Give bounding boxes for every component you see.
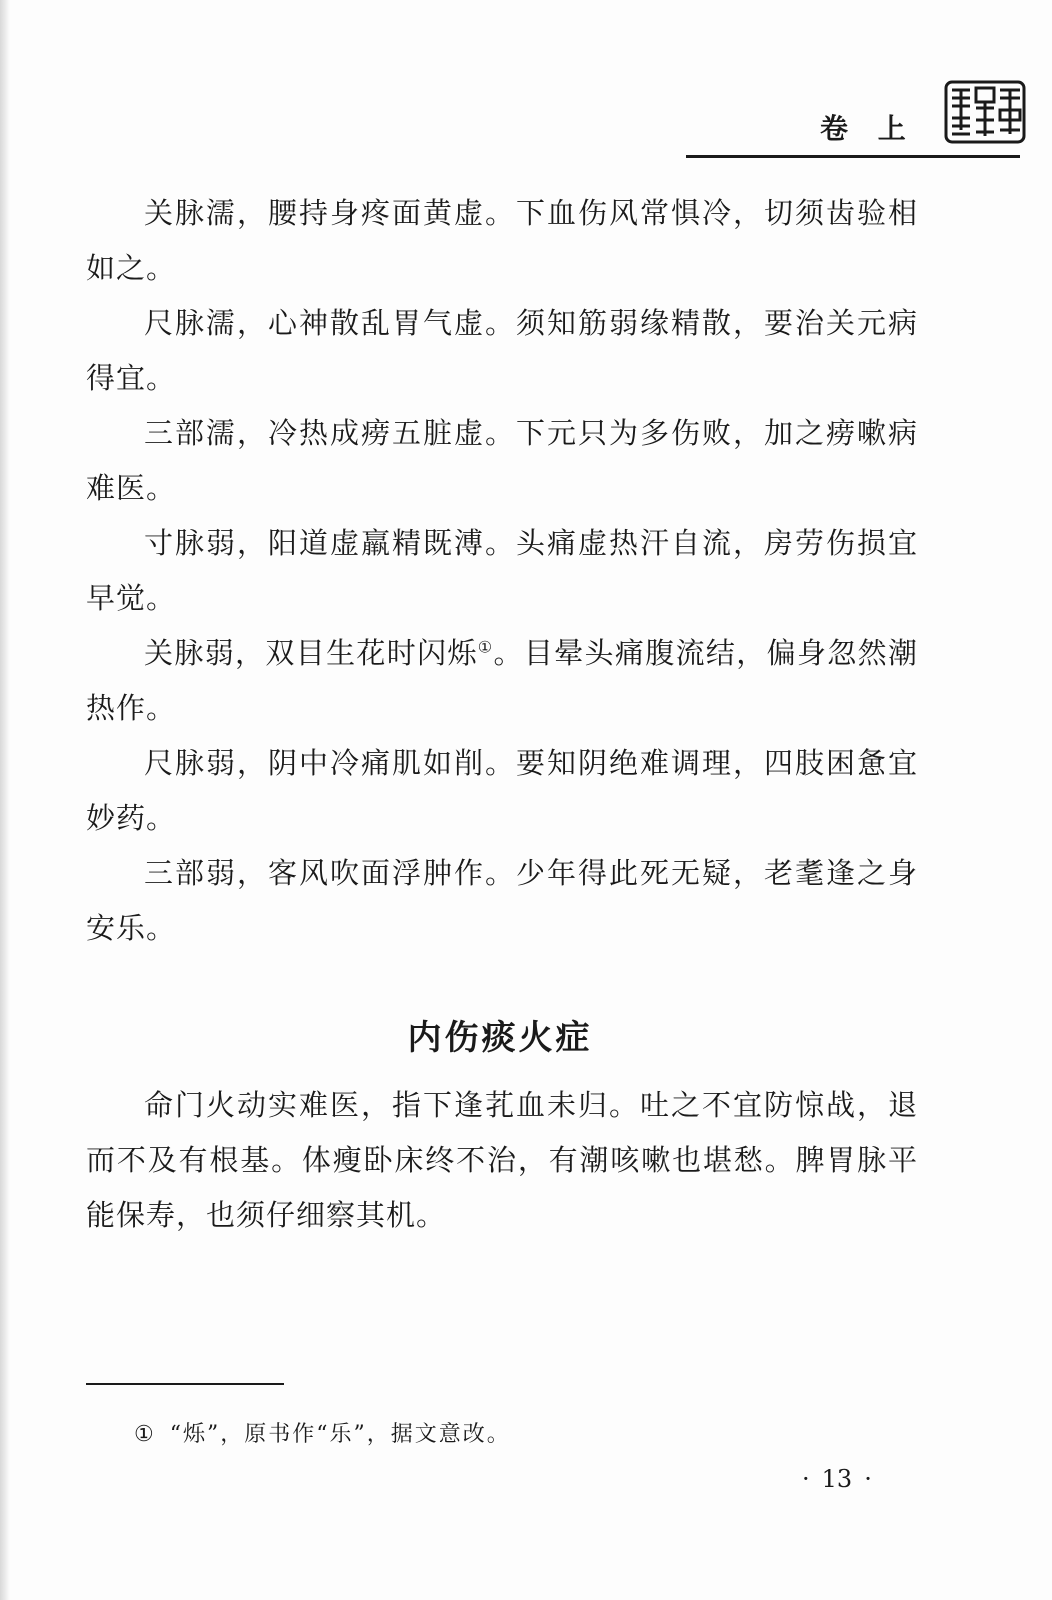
verse-paragraph: 寸脉弱，阳道虚羸精既溥。头痛虚热汗自流，房劳伤损宜早觉。 xyxy=(86,526,918,615)
footnote-rule xyxy=(86,1383,284,1385)
verse-paragraph: 尺脉濡，心神散乱胃气虚。须知筋弱缘精散，要治关元病得宜。 xyxy=(86,306,918,395)
section-paragraph: 命门火动实难医，指下逢芤血未归。吐之不宜防惊战，退而不及有根基。体瘦卧床终不治，有潮咳嗽也堪愁。脾胃脉平能保寿，也须仔细察其机。 xyxy=(86,1088,918,1232)
verse-paragraph: 三部濡，冷热成痨五脏虚。下元只为多伤败，加之痨嗽病难医。 xyxy=(86,416,918,505)
running-head: 卷 上 xyxy=(820,112,916,145)
verse-block xyxy=(86,186,918,956)
page-number xyxy=(790,1464,884,1494)
footnote xyxy=(134,1420,511,1450)
verse-paragraph: 三部弱，客风吹面浮肿作。少年得此死无疑，老耄逢之身安乐。 xyxy=(86,856,918,945)
verse-paragraph-with-note xyxy=(86,626,918,736)
footnote-reference[interactable]: ① xyxy=(477,637,494,657)
section-title: 内伤痰火症 xyxy=(407,1018,593,1058)
page-number-value: 13 xyxy=(821,1465,853,1493)
page-edge-shadow xyxy=(0,0,10,1600)
verse-paragraph: 关脉濡，腰持身疼面黄虚。下血伤风常惧冷，切须齿验相如之。 xyxy=(86,196,918,285)
verse-text-after-note: 。目晕头痛腹流结，偏身忽然潮热作。 xyxy=(86,636,918,725)
header-rule xyxy=(686,155,1020,158)
footnote-marker: ① xyxy=(134,1422,156,1447)
verse-paragraph: 尺脉弱，阴中冷痛肌如削。要知阴绝难调理，四肢困惫宜妙药。 xyxy=(86,746,918,835)
verse-text-before-note: 关脉弱，双目生花时闪烁 xyxy=(144,636,478,670)
footnote-text: “烁”，原书作“乐”，据文意改。 xyxy=(169,1422,511,1447)
page-number-dot: · xyxy=(802,1465,810,1493)
seal-stamp-icon xyxy=(944,80,1026,144)
page-number-dot: · xyxy=(864,1465,872,1493)
